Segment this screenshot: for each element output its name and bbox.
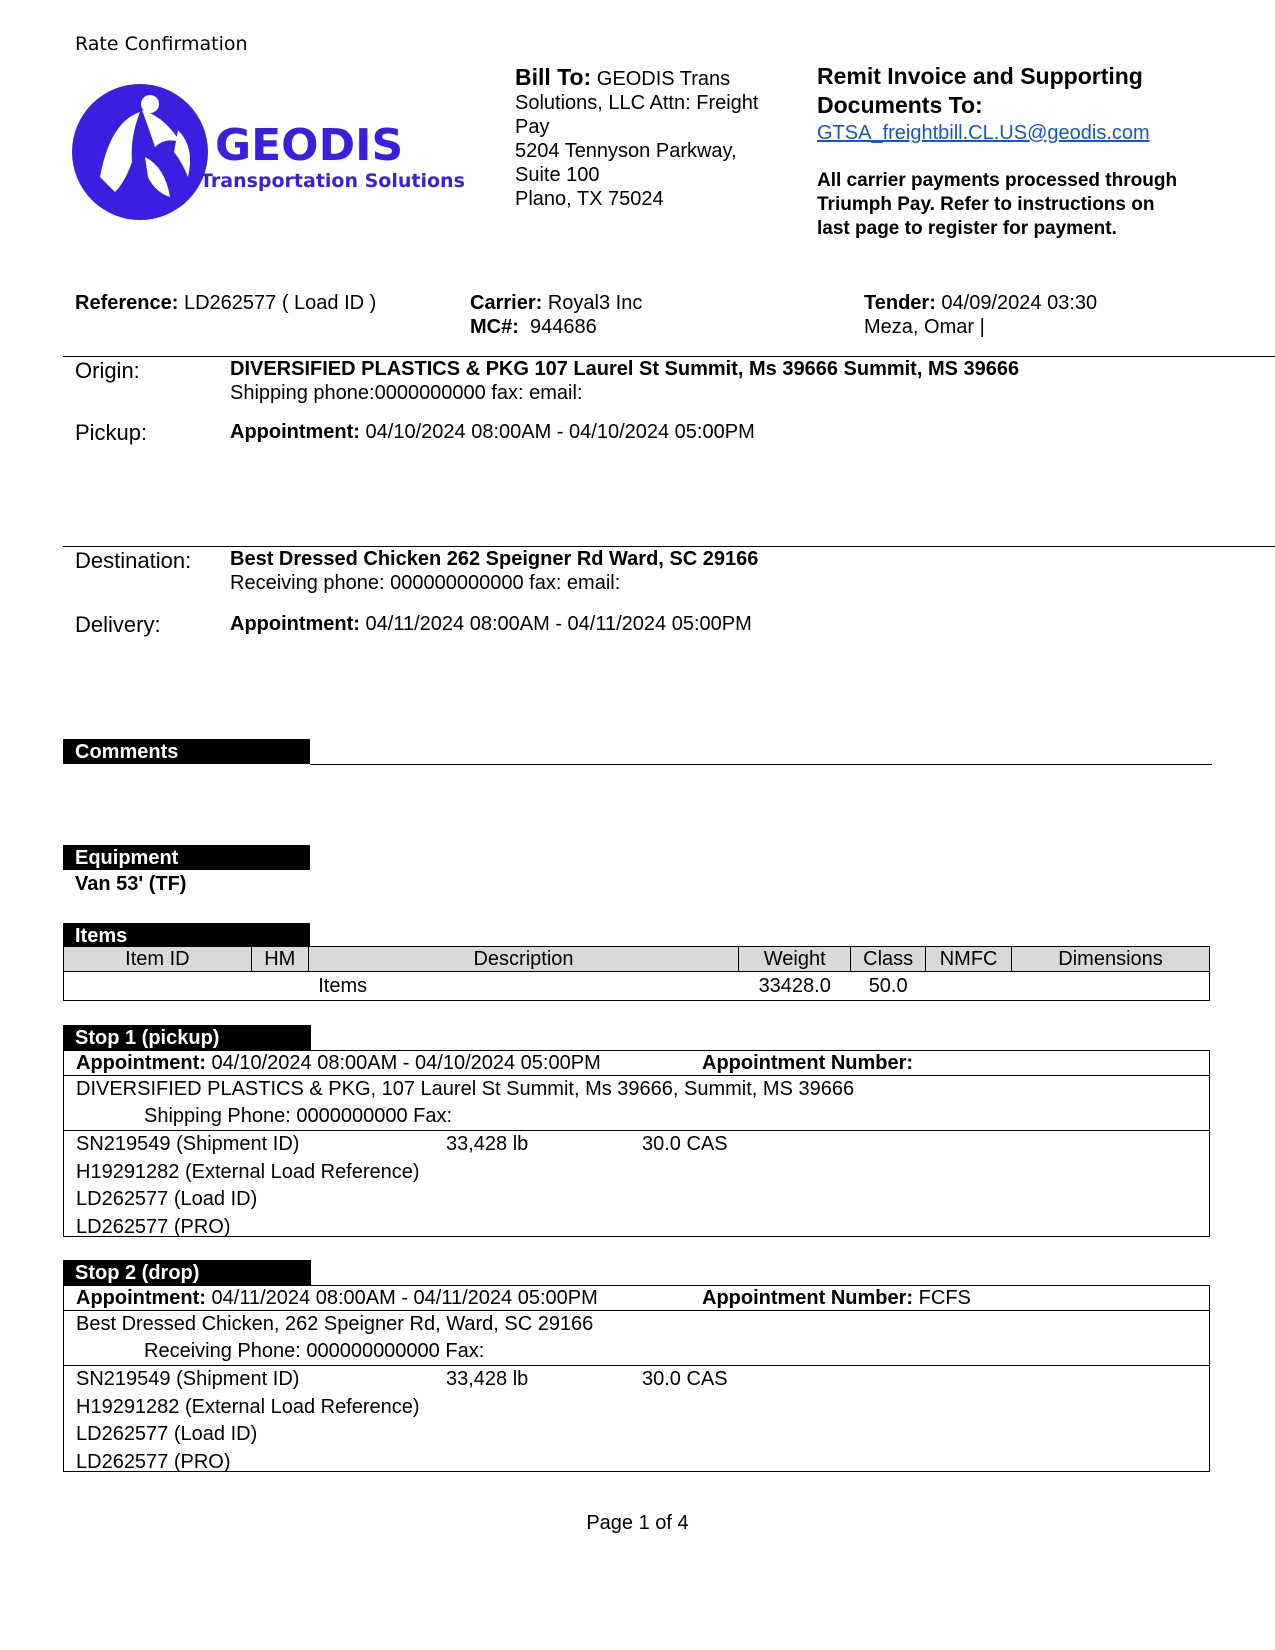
- cell-description: Items: [308, 972, 739, 1001]
- pickup-appt-value: 04/10/2024 08:00AM - 04/10/2024 05:00PM: [365, 421, 755, 443]
- reference-value: LD262577 ( Load ID ): [183, 292, 377, 314]
- equipment-header: Equipment: [63, 845, 310, 870]
- remit-payment-note: [817, 169, 1237, 241]
- stop1-appt-value: 04/10/2024 08:00AM - 04/10/2024 05:00PM: [211, 1052, 601, 1074]
- col-description: Description: [308, 947, 739, 972]
- origin-label: Origin:: [75, 358, 140, 383]
- cell-weight: 33428.0: [739, 972, 851, 1001]
- remit-email-link[interactable]: GTSA_freightbill.CL.US@geodis.com: [817, 122, 1150, 144]
- pickup-appt-label: Appointment:: [230, 421, 360, 443]
- cell-dimensions: [1012, 972, 1210, 1001]
- geodis-logo: [70, 82, 470, 222]
- col-class: Class: [851, 947, 926, 972]
- col-nmfc: NMFC: [926, 947, 1012, 972]
- stop1-phone: Shipping Phone: 0000000000 Fax:: [144, 1105, 453, 1127]
- stop2-load-id: LD262577 (Load ID): [76, 1423, 258, 1445]
- remit-note-line1: All carrier payments processed through: [817, 170, 1178, 191]
- origin-address: DIVERSIFIED PLASTICS & PKG 107 Laurel St Summit, Ms 39666 Summit, MS 39666: [230, 358, 1020, 380]
- bill-to-label: Bill To:: [515, 64, 592, 90]
- stop1-weight: 33,428 lb: [446, 1133, 529, 1155]
- items-header: Items: [63, 923, 310, 948]
- stop2-appt-number-value: FCFS: [918, 1287, 971, 1309]
- remit-heading: [817, 62, 1237, 120]
- stop2-weight: 33,428 lb: [446, 1368, 529, 1390]
- stop2-header: Stop 2 (drop): [63, 1260, 311, 1285]
- tender-block: [864, 291, 1097, 339]
- remit-block: [817, 62, 1237, 241]
- comments-header: Comments: [63, 739, 310, 764]
- destination-details: [230, 547, 758, 595]
- destination-address: Best Dressed Chicken 262 Speigner Rd Ward, SC 29166: [230, 548, 759, 570]
- mc-value: 944686: [530, 316, 597, 338]
- stop1-header: Stop 1 (pickup): [63, 1025, 311, 1050]
- stop1-shipment-line: [76, 1131, 1209, 1159]
- remit-heading-line1: Remit Invoice and Supporting: [817, 63, 1143, 89]
- stop2-box: [63, 1285, 1210, 1472]
- bill-to-line2: Solutions, LLC Attn: Freight: [515, 92, 759, 114]
- stop1-shipment-id: SN219549 (Shipment ID): [76, 1133, 300, 1155]
- tender-label: Tender:: [864, 292, 936, 314]
- equipment-value: Van 53' (TF): [75, 873, 187, 895]
- stop2-appt-label: Appointment:: [76, 1287, 206, 1309]
- bill-to-line5: Suite 100: [515, 164, 600, 186]
- reference-label: Reference:: [75, 292, 179, 314]
- tender-value: 04/09/2024 03:30: [941, 292, 1098, 314]
- bill-to-line6: Plano, TX 75024: [515, 188, 664, 210]
- stop1-shipment-rows: [64, 1131, 1209, 1241]
- delivery-appt-label: Appointment:: [230, 613, 360, 635]
- col-hm: HM: [251, 947, 308, 972]
- origin-contact: Shipping phone:0000000000 fax: email:: [230, 382, 583, 404]
- stop1-appt-number: [702, 1051, 913, 1075]
- stop1-load-id: LD262577 (Load ID): [76, 1188, 258, 1210]
- stop2-appt-value: 04/11/2024 08:00AM - 04/11/2024 05:00PM: [211, 1287, 598, 1309]
- col-weight: Weight: [739, 947, 851, 972]
- stop1-external-ref: H19291282 (External Load Reference): [76, 1160, 420, 1183]
- bill-to-line4: 5204 Tennyson Parkway,: [515, 140, 737, 162]
- bill-to-line3: Pay: [515, 116, 550, 138]
- delivery-appt-value: 04/11/2024 08:00AM - 04/11/2024 05:00PM: [365, 613, 752, 635]
- stop2-appt-number: [702, 1286, 971, 1310]
- stop2-shipment-rows: [64, 1366, 1209, 1476]
- tender-contact: Meza, Omar |: [864, 316, 985, 338]
- stop1-pro: LD262577 (PRO): [76, 1215, 231, 1238]
- cell-class: 50.0: [851, 972, 926, 1001]
- stop1-appt-label: Appointment:: [76, 1052, 206, 1074]
- remit-heading-line2: Documents To:: [817, 92, 983, 118]
- logo-wordmark: GEODIS: [215, 120, 404, 171]
- origin-details: [230, 357, 1019, 405]
- document-title: Rate Confirmation: [75, 33, 248, 55]
- cell-hm: [251, 972, 308, 1001]
- bill-to-block: [515, 65, 785, 211]
- table-row: [64, 972, 1210, 1001]
- stop2-appointment-row: [64, 1286, 1209, 1311]
- stop2-address: Best Dressed Chicken, 262 Speigner Rd, Ward, SC 29166: [76, 1313, 594, 1335]
- destination-contact: Receiving phone: 000000000000 fax: email:: [230, 572, 621, 594]
- stop1-box: [63, 1050, 1210, 1237]
- carrier-value: Royal3 Inc: [547, 292, 643, 314]
- stop2-address-row: [64, 1311, 1209, 1366]
- items-table-header-row: [64, 947, 1210, 972]
- reference-block: [75, 291, 376, 315]
- stop1-qty: 30.0 CAS: [642, 1133, 728, 1155]
- stop1-address-row: [64, 1076, 1209, 1131]
- stop1-address: DIVERSIFIED PLASTICS & PKG, 107 Laurel St Summit, Ms 39666, Summit, MS 39666: [76, 1078, 855, 1100]
- geodis-logo-mark: [70, 82, 470, 222]
- stop2-shipment-id: SN219549 (Shipment ID): [76, 1368, 300, 1390]
- col-item-id: Item ID: [64, 947, 252, 972]
- stop2-pro: LD262577 (PRO): [76, 1450, 231, 1473]
- stop2-phone: Receiving Phone: 000000000000 Fax:: [144, 1340, 485, 1362]
- pickup-label: Pickup:: [75, 420, 148, 445]
- stop2-qty: 30.0 CAS: [642, 1368, 728, 1390]
- remit-note-line2: Triumph Pay. Refer to instructions on: [817, 194, 1155, 215]
- destination-label: Destination:: [75, 548, 192, 573]
- col-dimensions: Dimensions: [1012, 947, 1210, 972]
- comments-underline: [310, 764, 1212, 765]
- carrier-label: Carrier:: [470, 292, 543, 314]
- stop2-shipment-line: [76, 1366, 1209, 1394]
- stop2-external-ref: H19291282 (External Load Reference): [76, 1395, 420, 1418]
- items-table: [63, 946, 1210, 1001]
- bill-to-line1: GEODIS Trans: [596, 68, 731, 90]
- cell-nmfc: [926, 972, 1012, 1001]
- delivery-appointment: [230, 612, 752, 636]
- stop1-appt-number-label: Appointment Number:: [702, 1052, 914, 1074]
- stop2-appt-number-label: Appointment Number:: [702, 1287, 914, 1309]
- logo-tagline: Transportation Solutions: [200, 170, 465, 192]
- stop1-appointment-row: [64, 1051, 1209, 1076]
- page-number: Page 1 of 4: [586, 1512, 689, 1534]
- pickup-appointment: [230, 420, 755, 444]
- delivery-label: Delivery:: [75, 612, 161, 637]
- mc-label: MC#:: [470, 316, 519, 338]
- remit-note-line3: last page to register for payment.: [817, 218, 1117, 239]
- carrier-block: [470, 291, 642, 339]
- cell-item-id: [64, 972, 252, 1001]
